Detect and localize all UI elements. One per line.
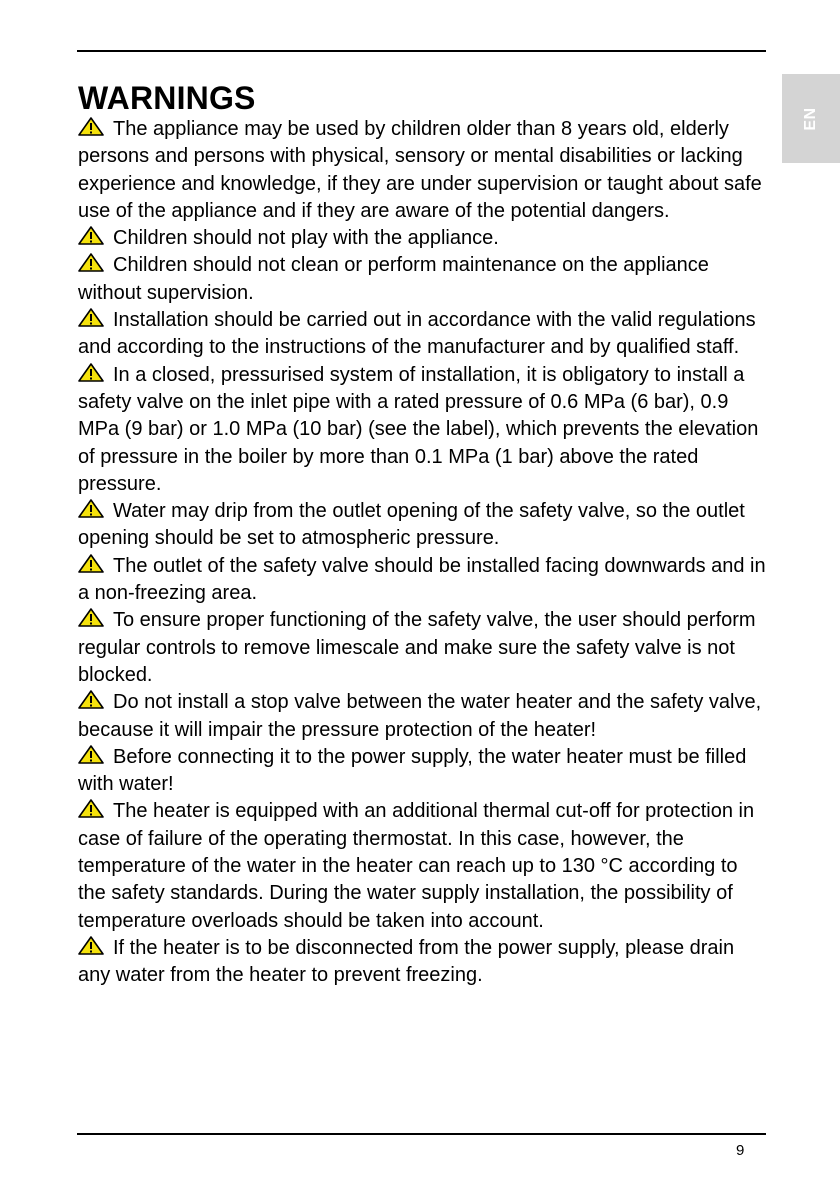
language-tab [782, 74, 840, 163]
warning-item [78, 362, 768, 498]
warning-triangle-icon [78, 117, 104, 136]
warning-triangle-icon [78, 226, 104, 245]
warning-item [78, 252, 768, 307]
warning-text: If the heater is to be disconnected from the power supply, please drain any water from the heater to prevent freezing. [78, 936, 735, 987]
warning-text: Before connecting it to the power supply, the water heater must be filled with water! [78, 745, 747, 796]
warning-triangle-icon [78, 499, 104, 518]
warning-item [78, 798, 768, 934]
warning-item [78, 553, 768, 608]
warning-item [78, 607, 768, 689]
warning-text: The heater is equipped with an additional thermal cut-off for protection in case of failure of the operating thermostat. In this case, however, the temperature of the water in the heater can reach up to 130 °C according to the safety standards. During the water supply installation, the possibility of temperature overloads should be taken into account. [78, 800, 755, 932]
page-title: WARNINGS [78, 80, 256, 116]
warning-item [78, 935, 768, 990]
warning-item [78, 116, 768, 225]
warning-triangle-icon [78, 690, 104, 709]
warning-item [78, 307, 768, 362]
warning-text: In a closed, pressurised system of installation, it is obligatory to install a safety valve on the inlet pipe with a rated pressure of 0.6 MPa (6 bar), 0.9 MPa (9 bar) or 1.0 MPa (10 bar) (see the label), which prevents the elevation of pressure in the boiler by more than 0.1 MPa (1 bar) above the rated pressure. [78, 363, 759, 495]
warning-text: Do not install a stop valve between the water heater and the safety valve, because it will impair the pressure protection of the heater! [78, 691, 762, 741]
footer-rule [77, 1133, 766, 1135]
warning-triangle-icon [78, 799, 104, 818]
warning-text: Installation should be carried out in accordance with the valid regulations and according to the instructions of the manufacturer and by qualified staff. [78, 309, 756, 359]
warning-item [78, 744, 768, 799]
warning-text: The outlet of the safety valve should be installed facing downwards and in a non-freezing area. [78, 554, 766, 605]
warnings-section [78, 80, 768, 990]
warnings-list [78, 116, 768, 990]
warning-triangle-icon [78, 363, 104, 382]
page-number: 9 [736, 1142, 745, 1159]
warning-item [78, 225, 768, 252]
warning-text: Children should not play with the appliance. [113, 227, 499, 250]
warning-triangle-icon [78, 608, 104, 627]
warning-item [78, 689, 768, 744]
warning-item [78, 498, 768, 553]
warning-text: The appliance may be used by children older than 8 years old, elderly persons and persons with physical, sensory or mental disabilities or lacking experience and knowledge, if they are under supervision or taught about safe use of the appliance and if they are aware of the potential dangers. [78, 118, 762, 222]
warning-triangle-icon [78, 936, 104, 955]
warning-text: Water may drip from the outlet opening of the safety valve, so the outlet opening should be set to atmospheric pressure. [78, 500, 745, 550]
language-tab-label: EN [802, 106, 819, 131]
warning-text: Children should not clean or perform maintenance on the appliance without supervision. [78, 254, 709, 304]
warning-triangle-icon [78, 554, 104, 573]
header-rule [77, 50, 766, 52]
warning-text: To ensure proper functioning of the safety valve, the user should perform regular controls to remove limescale and make sure the safety valve is not blocked. [78, 609, 756, 686]
warning-triangle-icon [78, 253, 104, 272]
warning-triangle-icon [78, 308, 104, 327]
warning-triangle-icon [78, 745, 104, 764]
